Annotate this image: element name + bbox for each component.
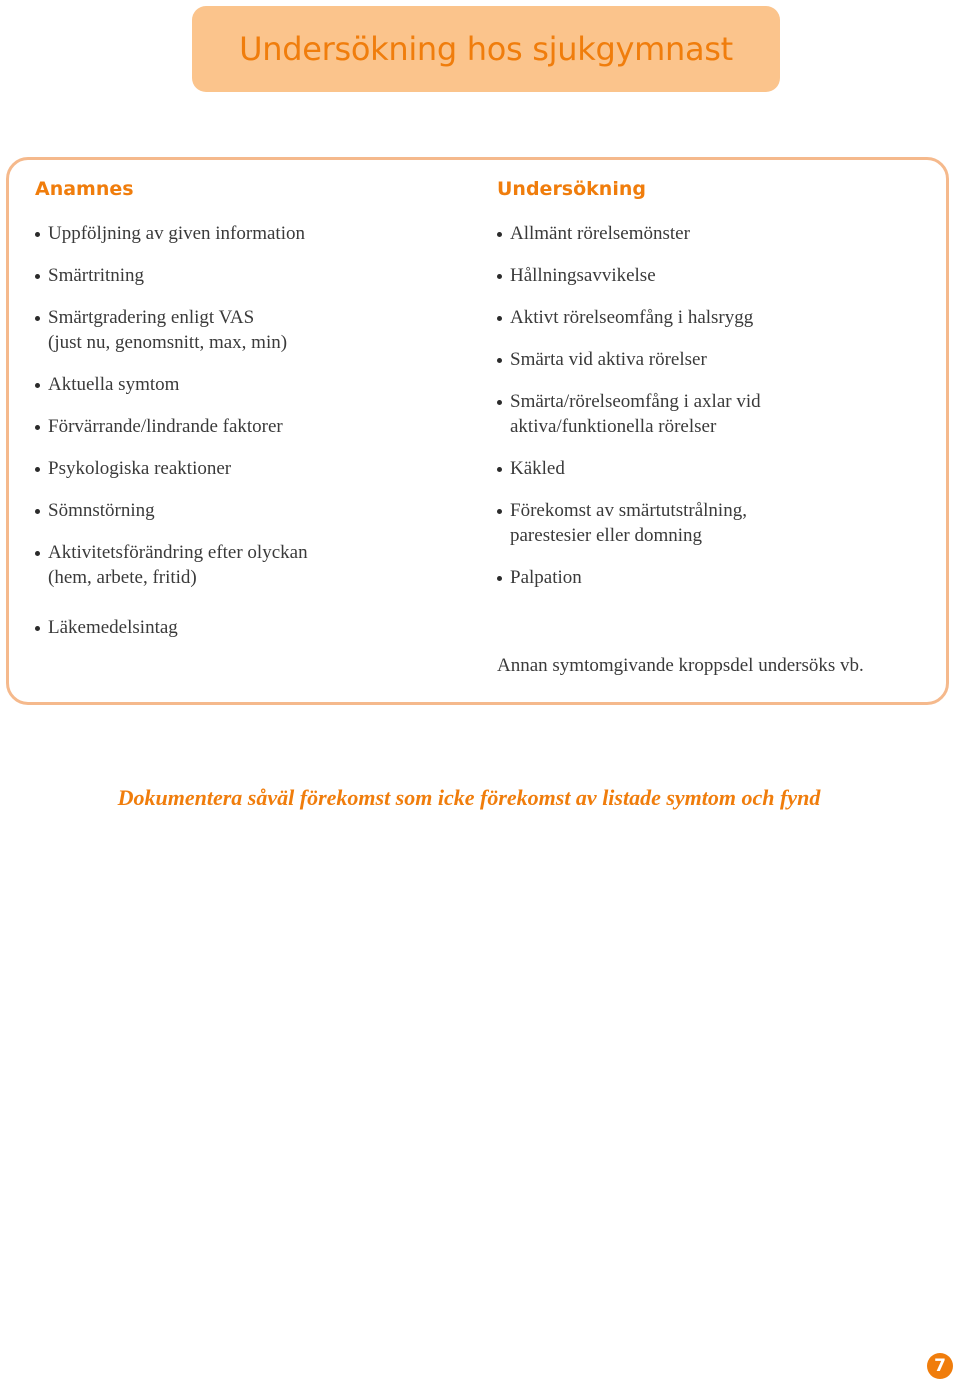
bullet-icon bbox=[35, 467, 40, 472]
list-item-line: Aktuella symtom bbox=[48, 374, 180, 395]
list-item-line: Hållningsavvikelse bbox=[510, 265, 656, 286]
bullet-icon bbox=[35, 551, 40, 556]
bullet-icon bbox=[497, 232, 502, 237]
bullet-icon bbox=[35, 274, 40, 279]
bullet-icon bbox=[497, 274, 502, 279]
list-item bbox=[35, 414, 455, 439]
list-item-line: Uppföljning av given information bbox=[48, 223, 305, 244]
bullet-icon bbox=[35, 316, 40, 321]
list-item bbox=[35, 263, 455, 288]
list-item-line: Smärtritning bbox=[48, 265, 145, 286]
list-item bbox=[35, 456, 455, 481]
list-item bbox=[35, 221, 455, 246]
list-item bbox=[35, 540, 455, 590]
list-item bbox=[35, 498, 455, 523]
bullet-icon bbox=[35, 509, 40, 514]
list-item-line: parestesier eller domning bbox=[510, 525, 703, 546]
bullet-icon bbox=[35, 232, 40, 237]
list-item bbox=[497, 456, 937, 481]
list-item bbox=[497, 389, 937, 439]
note-text: Annan symtomgivande kroppsdel undersöks vb. bbox=[497, 655, 864, 676]
list-item-line: Läkemedelsintag bbox=[48, 617, 178, 638]
list-item bbox=[497, 221, 937, 246]
list-item-line: Smärtgradering enligt VAS bbox=[48, 307, 255, 328]
list-item bbox=[497, 305, 937, 330]
list-item bbox=[497, 347, 937, 372]
list-item-line: Allmänt rörelsemönster bbox=[510, 223, 690, 244]
list-item-line: Förekomst av smärtutstrålning, bbox=[510, 500, 747, 521]
list-item bbox=[497, 263, 937, 288]
documentation-note: Dokumentera såväl förekomst som icke förekomst av listade symtom och fynd bbox=[117, 785, 821, 810]
bullet-icon bbox=[497, 509, 502, 514]
list-item-line: Smärta vid aktiva rörelser bbox=[510, 349, 707, 370]
list-item-line: Psykologiska reaktioner bbox=[48, 458, 232, 479]
list-item-line: Smärta/rörelseomfång i axlar vid bbox=[510, 391, 761, 412]
page-number-badge: 7 bbox=[927, 1353, 953, 1379]
anamnes-column bbox=[35, 176, 455, 657]
list-item-line: Förvärrande/lindrande faktorer bbox=[48, 416, 283, 437]
title-banner bbox=[192, 6, 780, 92]
page-title: Undersökning hos sjukgymnast bbox=[239, 30, 733, 68]
list-item bbox=[35, 305, 455, 355]
list-item-line: Aktivitetsförändring efter olyckan bbox=[48, 542, 308, 563]
undersokning-column bbox=[497, 176, 937, 607]
bullet-icon bbox=[497, 467, 502, 472]
bullet-icon bbox=[497, 316, 502, 321]
list-item bbox=[497, 565, 937, 590]
bullet-icon bbox=[35, 425, 40, 430]
list-item-line: Palpation bbox=[510, 567, 582, 588]
anamnes-list bbox=[35, 221, 455, 640]
list-item-line: (hem, arbete, fritid) bbox=[48, 567, 197, 588]
undersokning-heading: Undersökning bbox=[497, 178, 646, 200]
list-item-line: (just nu, genomsnitt, max, min) bbox=[48, 332, 288, 353]
bullet-icon bbox=[497, 576, 502, 581]
bullet-icon bbox=[497, 358, 502, 363]
list-item-line: Aktivt rörelseomfång i halsrygg bbox=[510, 307, 754, 328]
bullet-icon bbox=[35, 626, 40, 631]
anamnes-heading: Anamnes bbox=[35, 178, 134, 200]
undersokning-list bbox=[497, 221, 937, 590]
list-item-line: Sömnstörning bbox=[48, 500, 155, 521]
bullet-icon bbox=[497, 400, 502, 405]
list-item-line: Käkled bbox=[510, 458, 565, 479]
list-item bbox=[35, 615, 455, 640]
bullet-icon bbox=[35, 383, 40, 388]
list-item bbox=[35, 372, 455, 397]
list-item-line: aktiva/funktionella rörelser bbox=[510, 416, 717, 437]
list-item bbox=[497, 498, 937, 548]
